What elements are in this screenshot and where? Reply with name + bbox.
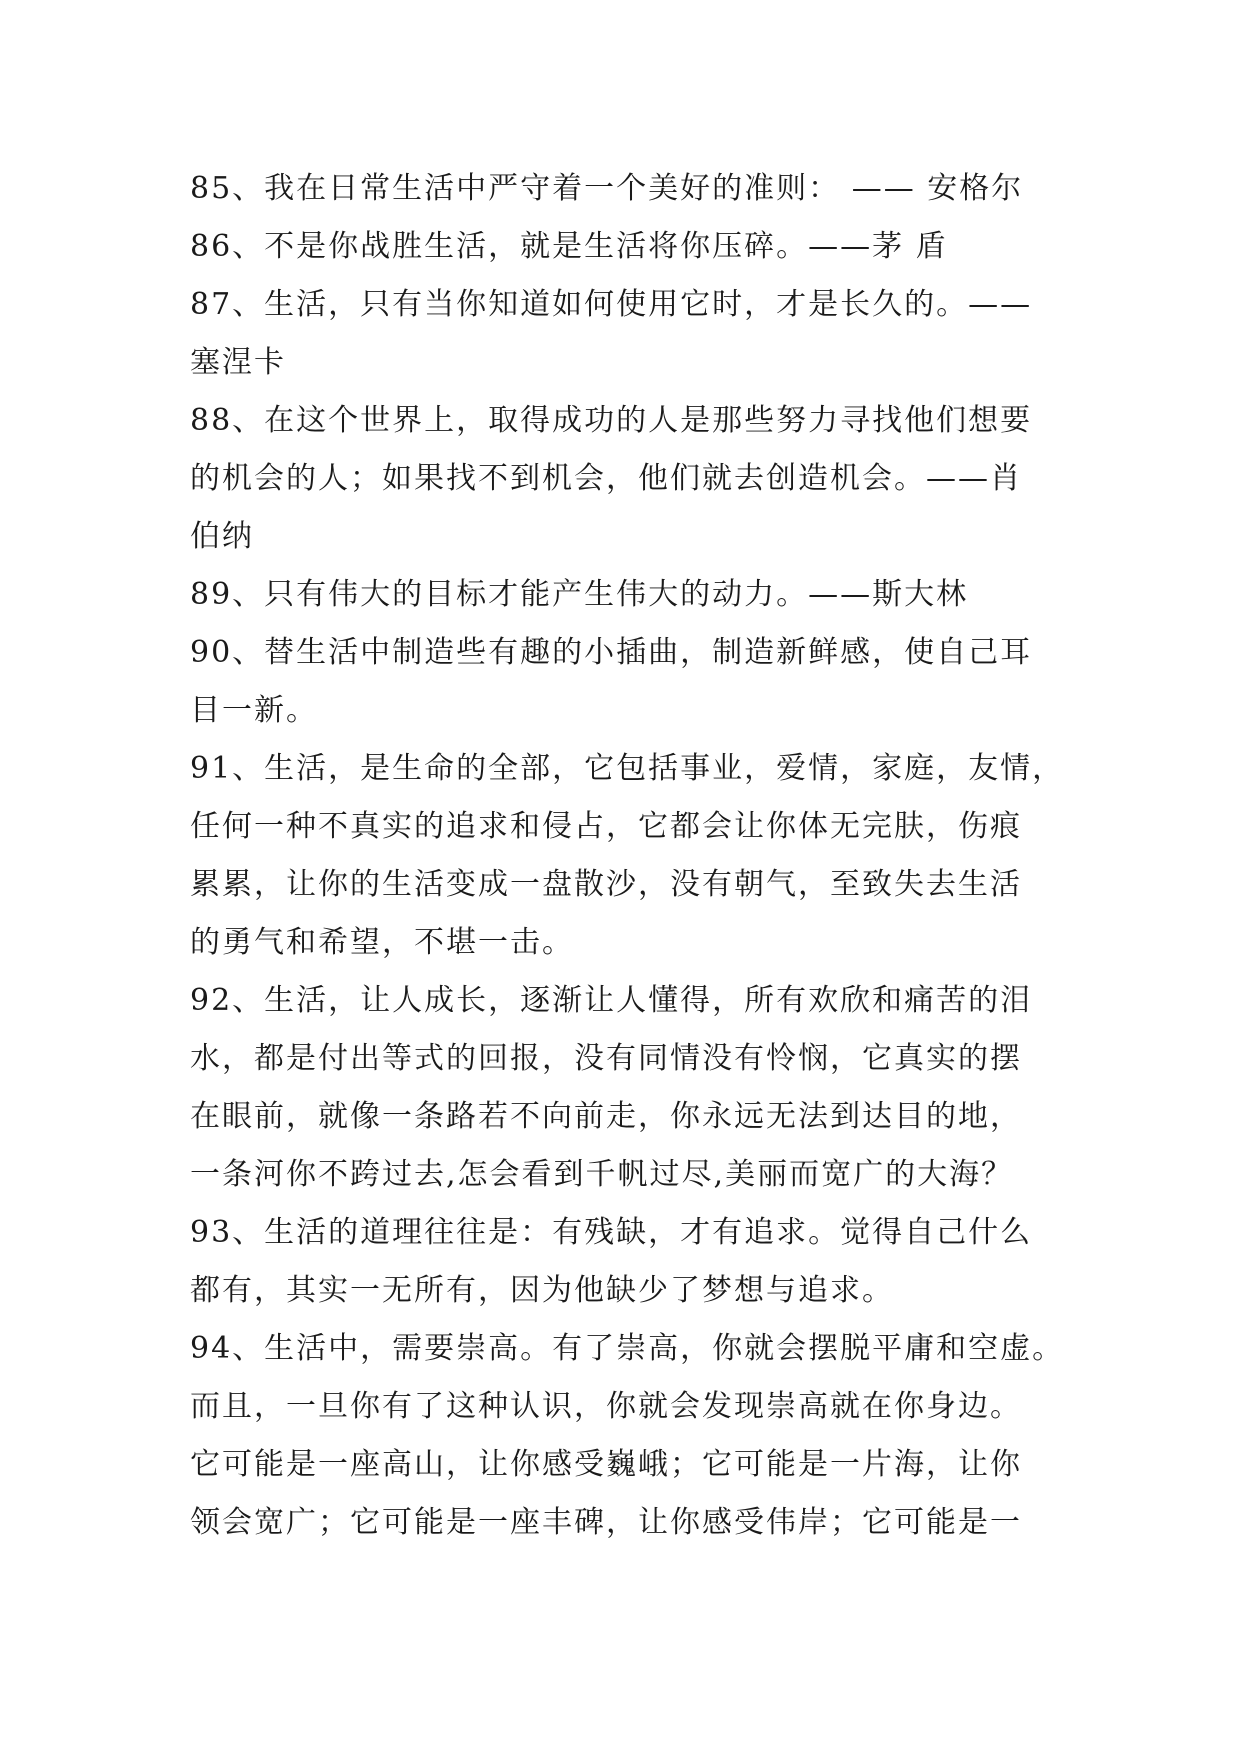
text-line: 它可能是一座高山，让你感受巍峨；它可能是一片海，让你	[190, 1447, 1022, 1482]
text-line: 塞涅卡	[190, 345, 286, 380]
text-line: 的勇气和希望，不堪一击。	[190, 925, 574, 960]
text-line: 88、在这个世界上，取得成功的人是那些努力寻找他们想要	[190, 403, 1033, 438]
text-line: 水，都是付出等式的回报，没有同情没有怜悯，它真实的摆	[190, 1041, 1022, 1076]
text-line: 87、生活，只有当你知道如何使用它时，才是长久的。——	[190, 287, 1033, 322]
text-line: 93、生活的道理往往是：有残缺，才有追求。觉得自己什么	[190, 1215, 1033, 1250]
text-line: 86、不是你战胜生活，就是生活将你压碎。——茅 盾	[190, 229, 948, 264]
text-line: 目一新。	[190, 693, 318, 728]
text-line: 91、生活，是生命的全部，它包括事业，爱情，家庭，友情，	[190, 751, 1065, 786]
text-line: 伯纳	[190, 519, 254, 554]
text-line: 89、只有伟大的目标才能产生伟大的动力。——斯大林	[190, 577, 969, 612]
text-line: 94、生活中，需要崇高。有了崇高，你就会摆脱平庸和空虚。	[190, 1331, 1065, 1366]
text-line: 85、我在日常生活中严守着一个美好的准则： —— 安格尔	[190, 171, 1024, 206]
text-line: 任何一种不真实的追求和侵占，它都会让你体无完肤，伤痕	[190, 809, 1022, 844]
text-line: 都有，其实一无所有，因为他缺少了梦想与追求。	[190, 1273, 894, 1308]
text-line: 的机会的人；如果找不到机会，他们就去创造机会。——肖	[190, 461, 1022, 496]
text-line: 在眼前，就像一条路若不向前走，你永远无法到达目的地，	[190, 1099, 1022, 1134]
text-line: 一条河你不跨过去,怎会看到千帆过尽,美丽而宽广的大海？	[190, 1157, 1014, 1192]
text-line: 92、生活，让人成长，逐渐让人懂得，所有欢欣和痛苦的泪	[190, 983, 1033, 1018]
quote-list	[190, 160, 1090, 1552]
text-line: 90、替生活中制造些有趣的小插曲，制造新鲜感，使自己耳	[190, 635, 1033, 670]
text-line: 领会宽广；它可能是一座丰碑，让你感受伟岸；它可能是一	[190, 1505, 1022, 1540]
text-line: 累累，让你的生活变成一盘散沙，没有朝气，至致失去生活	[190, 867, 1022, 902]
text-line: 而且，一旦你有了这种认识，你就会发现崇高就在你身边。	[190, 1389, 1022, 1424]
